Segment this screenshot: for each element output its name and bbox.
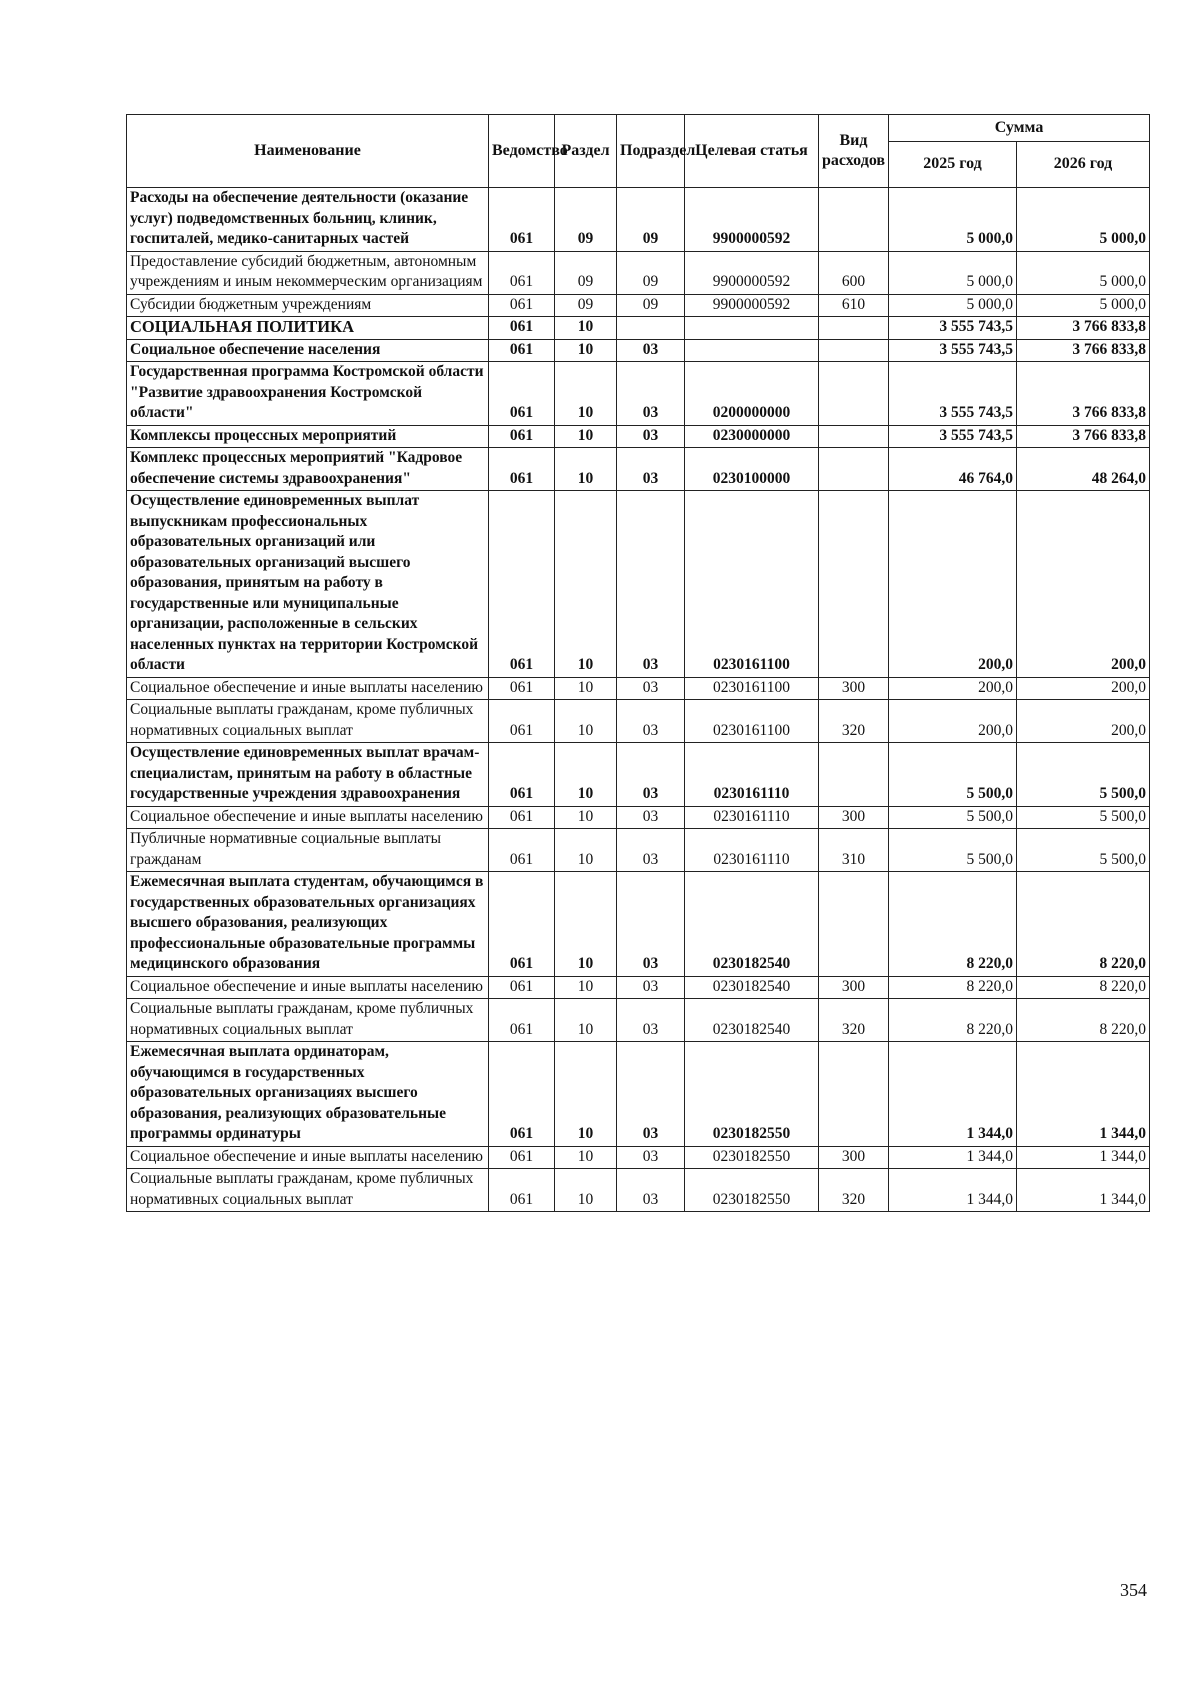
row-amount-2026: 3 766 833,8	[1017, 425, 1150, 448]
row-amount-2025: 3 555 743,5	[889, 339, 1017, 362]
row-amount-2026: 3 766 833,8	[1017, 317, 1150, 340]
row-name: Социальное обеспечение и иные выплаты населению	[127, 1146, 489, 1169]
row-section: 10	[555, 491, 617, 678]
row-expense-type	[819, 872, 889, 977]
row-section: 10	[555, 317, 617, 340]
row-amount-2025: 5 500,0	[889, 806, 1017, 829]
header-name: Наименование	[127, 115, 489, 188]
row-amount-2026: 200,0	[1017, 700, 1150, 743]
row-target-article: 9900000592	[685, 294, 819, 317]
row-target-article: 0230182540	[685, 999, 819, 1042]
header-expense-type: Вид расходов	[819, 115, 889, 188]
row-amount-2026: 5 500,0	[1017, 806, 1150, 829]
row-amount-2026: 8 220,0	[1017, 872, 1150, 977]
row-amount-2025: 3 555 743,5	[889, 425, 1017, 448]
row-amount-2026: 5 000,0	[1017, 251, 1150, 294]
row-amount-2025: 8 220,0	[889, 872, 1017, 977]
row-target-article: 0230161100	[685, 700, 819, 743]
table-row	[127, 1169, 1150, 1212]
row-section: 10	[555, 339, 617, 362]
row-amount-2026: 3 766 833,8	[1017, 362, 1150, 426]
row-target-article: 0230182550	[685, 1042, 819, 1147]
row-target-article: 0230182550	[685, 1169, 819, 1212]
table-row	[127, 700, 1150, 743]
row-name: Ежемесячная выплата ординаторам, обучающимся в государственных образовательных организациях высшего образования, реализующих образовательные программы ординатуры	[127, 1042, 489, 1147]
table-row	[127, 251, 1150, 294]
row-subsection: 03	[617, 976, 685, 999]
table-row	[127, 829, 1150, 872]
row-department: 061	[489, 317, 555, 340]
row-department: 061	[489, 425, 555, 448]
table-row	[127, 425, 1150, 448]
row-name: Социальное обеспечение и иные выплаты населению	[127, 976, 489, 999]
row-department: 061	[489, 188, 555, 252]
row-subsection: 03	[617, 872, 685, 977]
row-department: 061	[489, 976, 555, 999]
row-section: 10	[555, 806, 617, 829]
row-department: 061	[489, 1146, 555, 1169]
table-body	[127, 188, 1150, 1212]
row-target-article: 9900000592	[685, 251, 819, 294]
row-subsection: 03	[617, 339, 685, 362]
row-target-article	[685, 339, 819, 362]
row-expense-type	[819, 362, 889, 426]
row-section: 10	[555, 976, 617, 999]
row-target-article: 0230161100	[685, 491, 819, 678]
row-name: Осуществление единовременных выплат выпускникам профессиональных образовательных организаций или образовательных организаций высшего образования, принятым на работу в государственные или муниципальные организации, расположенные в сельских населенных пунктах на территории Костромской области	[127, 491, 489, 678]
row-name: СОЦИАЛЬНАЯ ПОЛИТИКА	[127, 317, 489, 340]
row-expense-type: 600	[819, 251, 889, 294]
row-expense-type: 610	[819, 294, 889, 317]
row-target-article: 0230182540	[685, 872, 819, 977]
row-amount-2025: 200,0	[889, 700, 1017, 743]
row-expense-type	[819, 425, 889, 448]
row-amount-2025: 3 555 743,5	[889, 317, 1017, 340]
row-subsection: 03	[617, 425, 685, 448]
row-amount-2025: 1 344,0	[889, 1042, 1017, 1147]
row-section: 10	[555, 448, 617, 491]
row-department: 061	[489, 339, 555, 362]
row-section: 10	[555, 872, 617, 977]
row-expense-type: 320	[819, 700, 889, 743]
table-row	[127, 999, 1150, 1042]
row-name: Субсидии бюджетным учреждениям	[127, 294, 489, 317]
row-name: Расходы на обеспечение деятельности (оказание услуг) подведомственных больниц, клиник, госпиталей, медико-санитарных частей	[127, 188, 489, 252]
row-department: 061	[489, 999, 555, 1042]
row-target-article: 0230100000	[685, 448, 819, 491]
row-target-article: 0230000000	[685, 425, 819, 448]
row-expense-type	[819, 448, 889, 491]
row-expense-type: 310	[819, 829, 889, 872]
row-subsection: 03	[617, 806, 685, 829]
row-expense-type: 300	[819, 677, 889, 700]
row-section: 10	[555, 999, 617, 1042]
row-amount-2026: 200,0	[1017, 677, 1150, 700]
budget-table	[126, 114, 1150, 1212]
table-row	[127, 317, 1150, 340]
table-row	[127, 448, 1150, 491]
row-subsection: 03	[617, 1146, 685, 1169]
row-amount-2025: 1 344,0	[889, 1146, 1017, 1169]
row-section: 10	[555, 677, 617, 700]
row-amount-2026: 1 344,0	[1017, 1169, 1150, 1212]
row-name: Осуществление единовременных выплат врачам-специалистам, принятым на работу в областные государственные учреждения здравоохранения	[127, 743, 489, 807]
row-section: 10	[555, 700, 617, 743]
row-section: 09	[555, 188, 617, 252]
row-name: Предоставление субсидий бюджетным, автономным учреждениям и иным некоммерческим организациям	[127, 251, 489, 294]
row-department: 061	[489, 1042, 555, 1147]
row-expense-type: 300	[819, 1146, 889, 1169]
table-row	[127, 806, 1150, 829]
row-amount-2026: 8 220,0	[1017, 976, 1150, 999]
row-amount-2026: 1 344,0	[1017, 1146, 1150, 1169]
table-row	[127, 743, 1150, 807]
row-subsection	[617, 317, 685, 340]
row-department: 061	[489, 872, 555, 977]
row-amount-2025: 200,0	[889, 677, 1017, 700]
row-subsection: 03	[617, 1169, 685, 1212]
row-target-article: 0230161100	[685, 677, 819, 700]
row-expense-type: 300	[819, 976, 889, 999]
header-section: Раздел	[555, 115, 617, 188]
row-section: 10	[555, 1169, 617, 1212]
row-expense-type: 300	[819, 806, 889, 829]
row-subsection: 03	[617, 999, 685, 1042]
row-target-article: 0230161110	[685, 743, 819, 807]
row-name: Социальное обеспечение населения	[127, 339, 489, 362]
row-amount-2026: 1 344,0	[1017, 1042, 1150, 1147]
row-department: 061	[489, 448, 555, 491]
row-amount-2026: 5 000,0	[1017, 294, 1150, 317]
row-target-article	[685, 317, 819, 340]
row-amount-2025: 5 000,0	[889, 188, 1017, 252]
row-expense-type	[819, 491, 889, 678]
row-target-article: 0230182540	[685, 976, 819, 999]
row-subsection: 09	[617, 251, 685, 294]
row-name: Комплексы процессных мероприятий	[127, 425, 489, 448]
row-name: Публичные нормативные социальные выплаты гражданам	[127, 829, 489, 872]
row-subsection: 03	[617, 448, 685, 491]
header-sum: Сумма	[889, 115, 1150, 142]
row-department: 061	[489, 251, 555, 294]
row-subsection: 09	[617, 294, 685, 317]
row-section: 10	[555, 743, 617, 807]
table-row	[127, 294, 1150, 317]
table-row	[127, 1146, 1150, 1169]
row-department: 061	[489, 1169, 555, 1212]
row-section: 09	[555, 251, 617, 294]
row-amount-2025: 3 555 743,5	[889, 362, 1017, 426]
row-subsection: 03	[617, 700, 685, 743]
row-expense-type	[819, 1042, 889, 1147]
row-amount-2025: 8 220,0	[889, 999, 1017, 1042]
row-name: Государственная программа Костромской области "Развитие здравоохранения Костромской области"	[127, 362, 489, 426]
row-amount-2025: 8 220,0	[889, 976, 1017, 999]
row-subsection: 03	[617, 743, 685, 807]
row-section: 10	[555, 1042, 617, 1147]
row-name: Социальное обеспечение и иные выплаты населению	[127, 677, 489, 700]
row-subsection: 09	[617, 188, 685, 252]
row-name: Социальные выплаты гражданам, кроме публичных нормативных социальных выплат	[127, 700, 489, 743]
row-amount-2026: 8 220,0	[1017, 999, 1150, 1042]
row-name: Социальные выплаты гражданам, кроме публичных нормативных социальных выплат	[127, 999, 489, 1042]
header-year-2026: 2026 год	[1017, 142, 1150, 188]
table-row	[127, 491, 1150, 678]
row-department: 061	[489, 700, 555, 743]
row-section: 10	[555, 1146, 617, 1169]
row-amount-2025: 5 000,0	[889, 294, 1017, 317]
table-row	[127, 976, 1150, 999]
header-subsection: Подраздел	[617, 115, 685, 188]
page-number: 354	[1120, 1580, 1147, 1600]
row-amount-2026: 5 500,0	[1017, 829, 1150, 872]
row-subsection: 03	[617, 1042, 685, 1147]
header-department: Ведомство	[489, 115, 555, 188]
row-amount-2026: 48 264,0	[1017, 448, 1150, 491]
row-subsection: 03	[617, 677, 685, 700]
row-section: 09	[555, 294, 617, 317]
row-amount-2025: 1 344,0	[889, 1169, 1017, 1212]
header-target-article: Целевая статья	[685, 115, 819, 188]
table-row	[127, 872, 1150, 977]
row-department: 061	[489, 294, 555, 317]
row-target-article: 0230161110	[685, 829, 819, 872]
row-name: Комплекс процессных мероприятий "Кадровое обеспечение системы здравоохранения"	[127, 448, 489, 491]
row-department: 061	[489, 806, 555, 829]
row-target-article: 0200000000	[685, 362, 819, 426]
row-amount-2026: 200,0	[1017, 491, 1150, 678]
table-row	[127, 677, 1150, 700]
row-amount-2025: 46 764,0	[889, 448, 1017, 491]
row-expense-type: 320	[819, 1169, 889, 1212]
table-row	[127, 1042, 1150, 1147]
row-department: 061	[489, 677, 555, 700]
header-year-2025: 2025 год	[889, 142, 1017, 188]
row-expense-type	[819, 317, 889, 340]
row-name: Социальное обеспечение и иные выплаты населению	[127, 806, 489, 829]
row-department: 061	[489, 829, 555, 872]
table-row	[127, 188, 1150, 252]
row-section: 10	[555, 829, 617, 872]
row-amount-2026: 5 000,0	[1017, 188, 1150, 252]
row-expense-type	[819, 743, 889, 807]
row-department: 061	[489, 743, 555, 807]
row-section: 10	[555, 362, 617, 426]
row-name: Ежемесячная выплата студентам, обучающимся в государственных образовательных организациях высшего образования, реализующих профессиональные образовательные программы медицинского образования	[127, 872, 489, 977]
row-department: 061	[489, 491, 555, 678]
table-row	[127, 362, 1150, 426]
row-department: 061	[489, 362, 555, 426]
row-amount-2025: 5 500,0	[889, 743, 1017, 807]
row-amount-2026: 5 500,0	[1017, 743, 1150, 807]
row-target-article: 9900000592	[685, 188, 819, 252]
row-target-article: 0230161110	[685, 806, 819, 829]
row-subsection: 03	[617, 362, 685, 426]
row-name: Социальные выплаты гражданам, кроме публичных нормативных социальных выплат	[127, 1169, 489, 1212]
row-amount-2025: 5 000,0	[889, 251, 1017, 294]
row-amount-2026: 3 766 833,8	[1017, 339, 1150, 362]
row-target-article: 0230182550	[685, 1146, 819, 1169]
row-expense-type: 320	[819, 999, 889, 1042]
row-expense-type	[819, 339, 889, 362]
row-subsection: 03	[617, 491, 685, 678]
row-section: 10	[555, 425, 617, 448]
row-amount-2025: 200,0	[889, 491, 1017, 678]
row-amount-2025: 5 500,0	[889, 829, 1017, 872]
table-row	[127, 339, 1150, 362]
row-subsection: 03	[617, 829, 685, 872]
row-expense-type	[819, 188, 889, 252]
